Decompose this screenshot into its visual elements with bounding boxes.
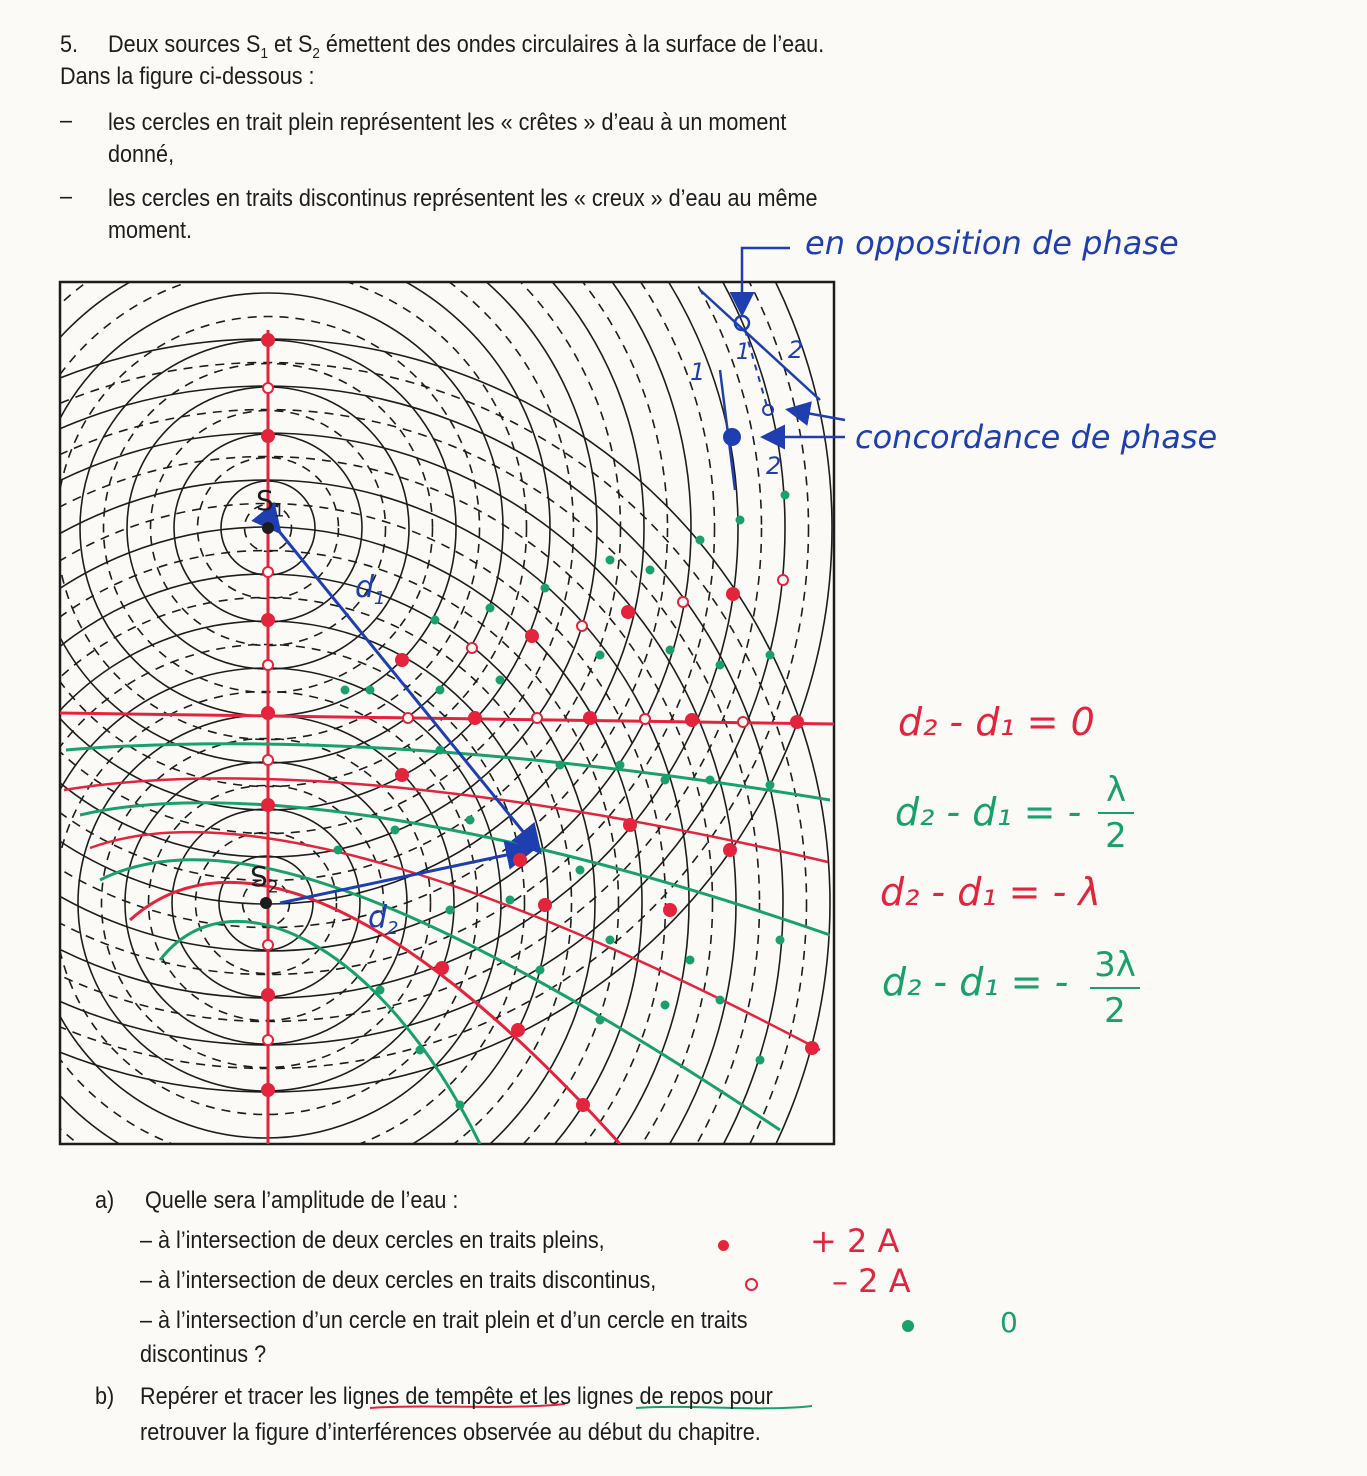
crest-trough-dot (607, 937, 614, 944)
legend-red-dot (718, 1240, 729, 1251)
source-s2-label: $S_2$ (250, 860, 279, 898)
mark-2b: 2 (766, 452, 782, 480)
figure-frame (60, 282, 834, 1144)
trough-trough-dot (403, 713, 413, 723)
crest-crest-dot (262, 614, 274, 626)
equation-half-lambda-fraction: λ 2 (1098, 770, 1134, 856)
crest-crest-dot (512, 1024, 524, 1036)
question-b-label: b) (95, 1383, 115, 1410)
bullet1-line2: donné, (108, 141, 175, 168)
source-s1-dot (262, 522, 274, 534)
crest-crest-dot (262, 707, 274, 719)
question-a1: – à l’intersection de deux cercles en traits pleins, (140, 1227, 605, 1254)
crest-crest-dot (686, 714, 698, 726)
crest-crest-dot (436, 962, 448, 974)
concordance-pointer-1 (790, 410, 845, 420)
crest-crest-dot (727, 588, 739, 600)
question-b-line2: retrouver la figure d’interférences observée au début du chapitre. (140, 1419, 761, 1446)
crest-trough-dot (647, 567, 654, 574)
crest-trough-dot (542, 585, 549, 592)
crest-trough-dot (367, 687, 374, 694)
crest-crest-dot (396, 654, 408, 666)
trough-trough-dot (263, 567, 273, 577)
trough-trough-dot (532, 713, 542, 723)
crest-trough-dot (507, 897, 514, 904)
answer-minus-2a: – 2 A (832, 1262, 911, 1300)
crest-crest-dot (622, 606, 634, 618)
question-a-text: Quelle sera l’amplitude de l’eau : (145, 1187, 459, 1214)
crest-trough-dot (757, 1057, 764, 1064)
bullet2-line2: moment. (108, 217, 193, 244)
crest-trough-dot (597, 652, 604, 659)
trough-trough-dot (778, 575, 788, 585)
crest-crest-dot (724, 844, 736, 856)
crest-crest-dot (584, 712, 596, 724)
trough-trough-dot (577, 621, 587, 631)
crest-trough-dot (782, 492, 789, 499)
crest-circle (0, 152, 644, 904)
concordance-point (723, 428, 741, 446)
opposition-label: en opposition de phase (805, 224, 1179, 262)
crest-trough-dot (777, 937, 784, 944)
crest-trough-dot (687, 957, 694, 964)
question-a3-line1: – à l’intersection d’un cercle en trait plein et d’un cercle en traits (140, 1307, 748, 1334)
mark-1a: 1 (690, 358, 706, 386)
crest-circle (0, 0, 832, 1092)
question-a2: – à l’intersection de deux cercles en traits discontinus, (140, 1267, 657, 1294)
source-s1-label: $S_1$ (256, 484, 285, 522)
opposition-pointer (742, 248, 790, 312)
crest-crest-dot (539, 899, 551, 911)
answer-zero: 0 (1000, 1306, 1018, 1339)
rest-line-3 (100, 860, 780, 1130)
crest-trough-dot (447, 907, 454, 914)
crest-trough-dot (707, 777, 714, 784)
question-b-line1: Repérer et tracer les lignes de tempête et les lignes de repos pour (140, 1383, 773, 1410)
crest-circle (0, 58, 738, 998)
question-intro-line2: Dans la figure ci-dessous : (60, 63, 315, 90)
equation-three-half-lambda: d₂ - d₁ = - (882, 960, 1069, 1004)
mark-2a: 2 (788, 336, 804, 364)
crest-crest-dot (577, 1099, 589, 1111)
equation-three-half-lambda-fraction: 3λ 2 (1090, 945, 1140, 1031)
legend-green-dot (902, 1320, 914, 1332)
bullet-dash-1: – (60, 107, 73, 134)
question-intro-line1: Deux sources $S_1$ et $S_2$ émettent des ondes circulaires à la surface de l’eau. (108, 31, 825, 62)
crest-trough-dot (697, 537, 704, 544)
crest-trough-dot (487, 605, 494, 612)
crest-crest-dot (262, 799, 274, 811)
trough-trough-dot (640, 714, 650, 724)
crest-trough-dot (457, 1102, 464, 1109)
answer-plus-2a: + 2 A (810, 1222, 900, 1260)
trough-trough-dot (678, 597, 688, 607)
crest-trough-dot (335, 847, 342, 854)
trough-trough-dot (263, 755, 273, 765)
crest-trough-dot (342, 687, 349, 694)
crest-crest-dot (526, 630, 538, 642)
crest-trough-dot (467, 817, 474, 824)
crest-trough-dot (662, 1002, 669, 1009)
crest-trough-dot (437, 687, 444, 694)
trough-circle (0, 0, 809, 1069)
crest-crest-dot (624, 819, 636, 831)
crest-trough-dot (577, 867, 584, 874)
crest-trough-dot (737, 517, 744, 524)
trough-circle (0, 504, 666, 1303)
equation-half-lambda: d₂ - d₁ = - (895, 790, 1082, 834)
trough-trough-dot (467, 643, 477, 653)
crest-trough-dot (607, 557, 614, 564)
trough-circle (0, 551, 619, 1256)
crest-trough-dot (717, 997, 724, 1004)
equation-lambda: d₂ - d₁ = - λ (880, 870, 1101, 914)
crest-crest-dot (469, 712, 481, 724)
crest-crest-dot (396, 769, 408, 781)
concordance-label: concordance de phase (855, 418, 1218, 456)
trough-trough-dot (263, 940, 273, 950)
crest-trough-dot (767, 652, 774, 659)
crest-trough-dot (662, 777, 669, 784)
trough-trough-dot (738, 717, 748, 727)
crest-trough-dot (557, 762, 564, 769)
bullet1-line1: les cercles en trait plein représentent les « crêtes » d’eau à un moment (108, 109, 787, 136)
trough-trough-dot (263, 383, 273, 393)
crest-trough-dot (617, 762, 624, 769)
crest-trough-dot (767, 782, 774, 789)
d2-label: $d_2$ (368, 900, 399, 939)
legend-red-open-dot (745, 1278, 758, 1291)
crest-crest-dot (806, 1042, 818, 1054)
mark-1b: 1 (736, 340, 750, 365)
trough-circle (0, 82, 715, 975)
bullet2-line1: les cercles en traits discontinus représentent les « creux » d’eau au même (108, 185, 818, 212)
question-a-label: a) (95, 1187, 115, 1214)
trough-trough-dot (263, 1035, 273, 1045)
crest-crest-dot (262, 334, 274, 346)
equation-zero: d₂ - d₁ = 0 (898, 700, 1095, 744)
crest-trough-dot (597, 1017, 604, 1024)
bullet-dash-2: – (60, 183, 73, 210)
trough-trough-dot (263, 660, 273, 670)
crest-circle (0, 621, 548, 1185)
question-a3-line2: discontinus ? (140, 1341, 267, 1368)
crest-trough-dot (497, 677, 504, 684)
crest-crest-dot (262, 1084, 274, 1096)
crest-trough-dot (392, 827, 399, 834)
crest-trough-dot (377, 987, 384, 994)
crest-trough-dot (537, 967, 544, 974)
crest-trough-dot (437, 747, 444, 754)
crest-crest-dot (262, 430, 274, 442)
crest-trough-dot (667, 647, 674, 654)
crest-crest-dot (664, 904, 676, 916)
crest-trough-dot (432, 617, 439, 624)
crest-crest-dot (791, 716, 803, 728)
crest-crest-dot (262, 989, 274, 1001)
question-number: 5. (60, 31, 79, 58)
crest-trough-dot (717, 662, 724, 669)
d1-label: $d_1$ (355, 570, 386, 609)
crest-crest-dot (514, 854, 526, 866)
source-s2-dot (260, 897, 272, 909)
crest-trough-dot (417, 1047, 424, 1054)
crest-circle (0, 246, 550, 810)
